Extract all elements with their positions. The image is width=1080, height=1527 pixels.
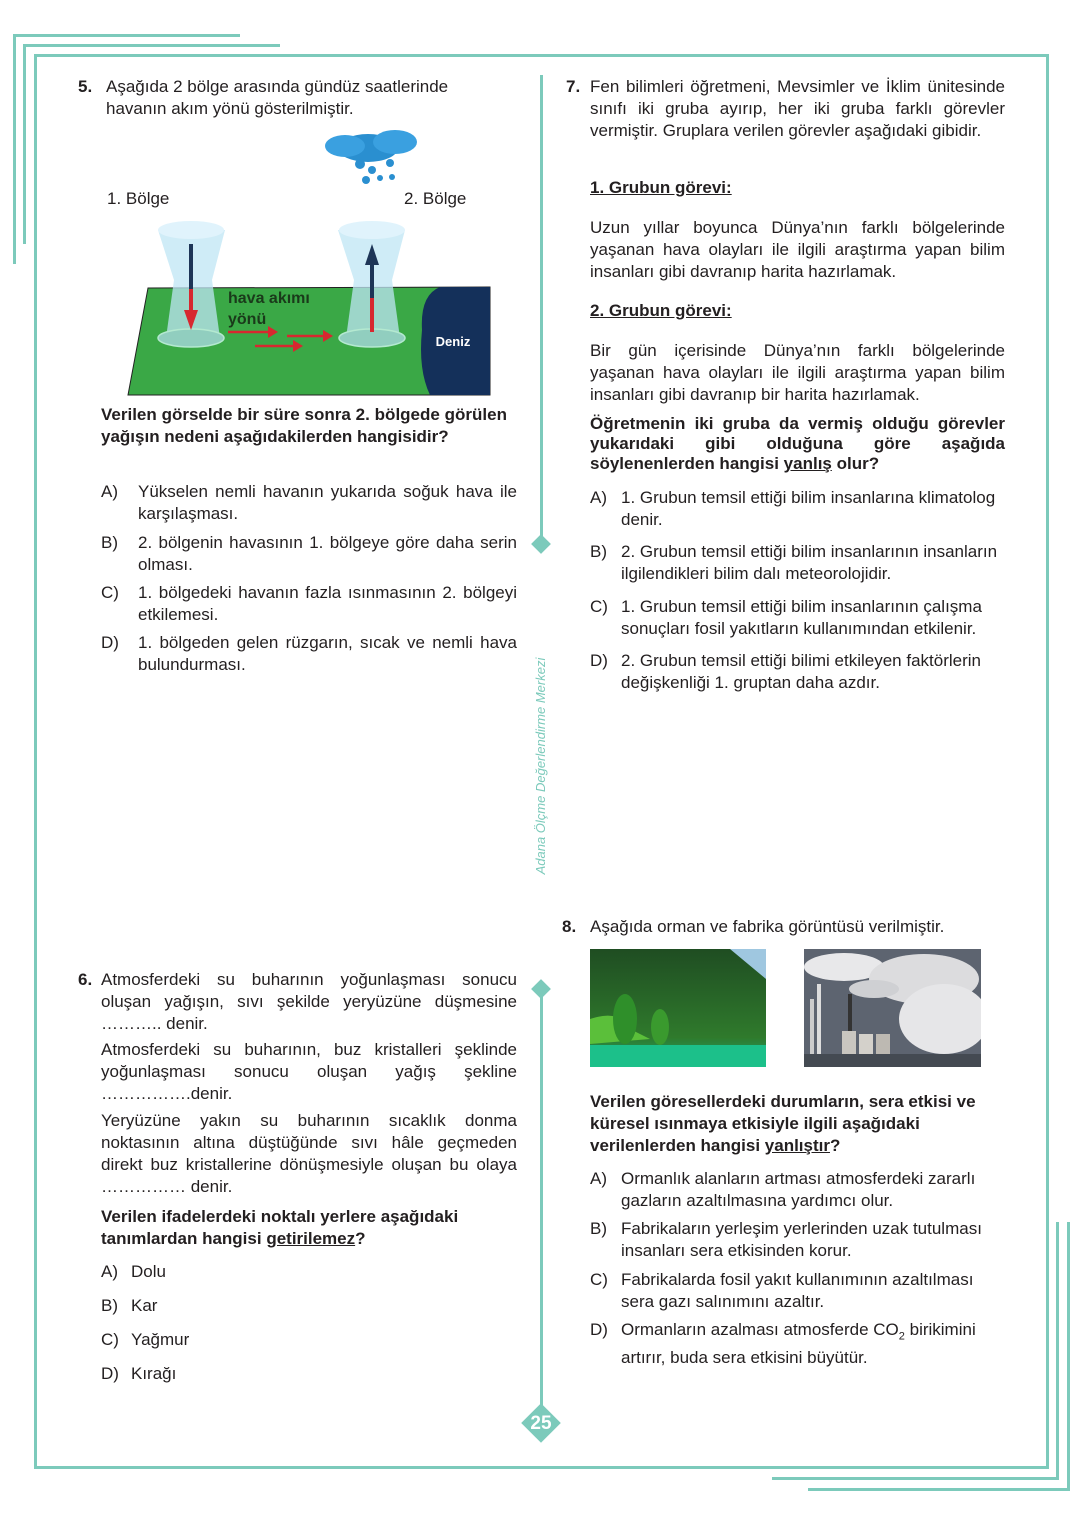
option-text: Kırağı xyxy=(131,1364,177,1383)
column-divider xyxy=(540,990,543,1410)
q8-number: 8. xyxy=(562,917,577,936)
q8-option-d[interactable] xyxy=(590,1319,1010,1369)
divider-diamond xyxy=(531,534,551,554)
q7-group2-title: 2. Grubun görevi: xyxy=(590,301,732,320)
q5-diagram xyxy=(100,120,500,400)
q6-option-b[interactable] xyxy=(101,1295,301,1317)
question-emphasis: yanlıştır xyxy=(764,1136,830,1155)
frame-line xyxy=(34,54,1049,57)
option-text: 2. Grubun temsil ettiği bilim insanlarının insanların ilgilendikleri bilim dalı meteorolojidir. xyxy=(621,542,998,583)
option-text xyxy=(621,1319,1010,1369)
q6-paragraph-2: Atmosferdeki su buharının, buz kristalleri şeklinde yoğunlaşması sonucu oluşan yağış şekline …………….denir. xyxy=(101,1040,517,1103)
factory-image xyxy=(804,949,981,1067)
q7-option-d[interactable] xyxy=(590,650,1005,694)
region-1-label: 1. Bölge xyxy=(107,189,170,208)
airflow-label: yönü xyxy=(228,311,267,328)
option-text-part: Ormanların azalması atmosferde CO xyxy=(621,1320,899,1339)
frame-line xyxy=(1067,1222,1070,1491)
frame-line xyxy=(34,1466,1049,1469)
q7-number: 7. xyxy=(566,77,581,96)
question-text: Öğretmenin iki gruba da vermiş olduğu görevler yukarıdaki gibi olduğuna göre aşağıda söylenenlerden hangisi xyxy=(590,414,1005,473)
frame-line xyxy=(808,1488,1070,1491)
q6-question xyxy=(101,1206,517,1250)
q5-number: 5. xyxy=(78,77,93,96)
q8-question xyxy=(590,1091,1005,1157)
frame-line xyxy=(772,1477,1059,1480)
q7-group2-text: Bir gün içerisinde Dünya’nın farklı bölgelerinde yaşanan hava olayları ile ilgili araştırma yapan bilim insanları gibi davranıp bir harita hazırlamak. xyxy=(590,341,1005,404)
q5-option-b[interactable] xyxy=(101,532,517,576)
option-text: 2. Grubun temsil ettiği bilimi etkileyen faktörlerin değişkenliği 1. gruptan daha azdır. xyxy=(621,651,981,692)
option-text: 1. bölgeden gelen rüzgarın, sıcak ve nemli hava bulundurması. xyxy=(138,633,517,674)
question-text: ? xyxy=(355,1229,366,1248)
option-text: Fabrikalarda fosil yakıt kullanımının azaltılması sera gazı salınımını azaltır. xyxy=(621,1270,974,1311)
q5-option-d[interactable] xyxy=(101,632,517,676)
rain-cloud-icon xyxy=(325,130,417,184)
option-letter: C) xyxy=(590,1270,608,1289)
option-letter: D) xyxy=(590,651,608,670)
option-text: Fabrikaların yerleşim yerlerinden uzak tutulması insanları sera etkisinden korur. xyxy=(621,1219,982,1260)
option-text: Yağmur xyxy=(131,1330,190,1349)
option-letter: A) xyxy=(101,1262,118,1281)
option-letter: A) xyxy=(590,1169,607,1188)
q8-intro: Aşağıda orman ve fabrika görüntüsü verilmiştir. xyxy=(590,917,945,936)
q7-option-c[interactable] xyxy=(590,596,1005,640)
frame-line xyxy=(1046,54,1049,1469)
option-letter: C) xyxy=(101,583,119,602)
page-number: 25 xyxy=(530,1413,552,1434)
q6-number: 6. xyxy=(78,970,93,989)
region-2-label: 2. Bölge xyxy=(404,189,467,208)
question-text: olur? xyxy=(831,454,880,473)
option-letter: A) xyxy=(590,488,607,507)
q8-option-b[interactable] xyxy=(590,1218,1010,1262)
option-letter: D) xyxy=(101,633,119,652)
frame-line xyxy=(23,44,26,244)
frame-line xyxy=(1056,1222,1059,1480)
q7-group1-title: 1. Grubun görevi: xyxy=(590,178,732,197)
frame-line xyxy=(23,44,280,47)
option-text: 2. bölgenin havasının 1. bölgeye göre daha serin olması. xyxy=(138,533,517,574)
forest-image xyxy=(590,949,766,1067)
q6-paragraph-3: Yeryüzüne yakın su buharının sıcaklık donma noktasının altına düştüğünde sıvı hâle geçmeden direkt buz kristallerine dönüşmesiyle oluşan bu olaya …………… denir. xyxy=(101,1111,517,1196)
option-letter: B) xyxy=(101,1296,118,1315)
question-text: Verilen ifadelerdeki noktalı yerlere aşağıdaki tanımlardan hangisi xyxy=(101,1207,459,1248)
q6-paragraph-1: Atmosferdeki su buharının yoğunlaşması sonucu oluşan yağışın, sıvı şekilde yeryüzüne düşmesine ……….. denir. xyxy=(101,970,517,1033)
option-letter: C) xyxy=(101,1330,119,1349)
q5-question: Verilen görselde bir süre sonra 2. bölgede görülen yağışın nedeni aşağıdakilerden hangisidir? xyxy=(101,405,507,446)
q7-group1-text: Uzun yıllar boyunca Dünya’nın farklı bölgelerinde yaşanan hava olayları ile ilgili araştırma yapan bilim insanları gibi davranıp harita hazırlamak. xyxy=(590,218,1005,281)
option-letter: C) xyxy=(590,597,608,616)
q5-intro: Aşağıda 2 bölge arasında gündüz saatlerinde havanın akım yönü gösterilmiştir. xyxy=(106,77,449,118)
option-letter: B) xyxy=(101,533,118,552)
q6-option-c[interactable] xyxy=(101,1329,301,1351)
page-number-badge xyxy=(522,1404,560,1442)
question-text: Verilen göresellerdeki durumların, sera etkisi ve küresel ısınmaya etkisiyle ilgili aşağıdaki verilenlerden hangisi xyxy=(590,1092,976,1155)
q7-question xyxy=(590,414,1005,474)
q8-option-a[interactable] xyxy=(590,1168,1010,1212)
option-letter: B) xyxy=(590,1219,607,1238)
q6-option-a[interactable] xyxy=(101,1261,301,1283)
airflow-label: hava akımı xyxy=(228,290,310,307)
question-text: ? xyxy=(829,1136,841,1155)
frame-line xyxy=(13,34,16,264)
frame-line xyxy=(34,54,37,1469)
q7-option-b[interactable] xyxy=(590,541,1005,585)
q5-option-c[interactable] xyxy=(101,582,517,626)
subscript: 2 xyxy=(898,1330,905,1343)
q7-option-a[interactable] xyxy=(590,487,1005,531)
question-emphasis: yanlış xyxy=(783,454,832,473)
option-text: Dolu xyxy=(131,1262,166,1281)
option-letter: A) xyxy=(101,482,118,501)
sea-label: Deniz xyxy=(435,334,471,349)
q6-option-d[interactable] xyxy=(101,1363,301,1385)
option-letter: B) xyxy=(590,542,607,561)
option-text: 1. Grubun temsil ettiği bilim insanlarının çalışma sonuçları fosil yakıtların kullanımından etkilenir. xyxy=(621,597,982,638)
option-text: Ormanlık alanların artması atmosferdeki zararlı gazların azaltılmasına yardımcı olur. xyxy=(621,1169,976,1210)
option-text: 1. bölgedeki havanın fazla ısınmasının 2. bölgeyi etkilemesi. xyxy=(138,583,517,624)
frame-line xyxy=(13,34,240,37)
question-emphasis: getirilemez xyxy=(266,1229,356,1248)
column-divider xyxy=(540,75,543,540)
option-letter: D) xyxy=(101,1364,119,1383)
q7-intro: Fen bilimleri öğretmeni, Mevsimler ve İklim ünitesinde sınıfı iki gruba ayırıp, her iki gruba farklı görevler vermiştir. Gruplara verilen görevler aşağıdaki gibidir. xyxy=(590,77,1005,140)
option-text-part: birikimini artırır, buda sera etkisini büyütür. xyxy=(621,1320,976,1368)
option-text: Yükselen nemli havanın yukarıda soğuk hava ile karşılaşması. xyxy=(138,482,517,523)
option-letter: D) xyxy=(590,1320,608,1339)
q5-option-a[interactable] xyxy=(101,481,517,525)
q8-option-c[interactable] xyxy=(590,1269,1010,1313)
watermark: Adana Ölçme Değerlendirme Merkezi xyxy=(533,657,548,875)
option-text: 1. Grubun temsil ettiği bilim insanlarına klimatolog denir. xyxy=(621,488,996,529)
option-text: Kar xyxy=(131,1296,158,1315)
